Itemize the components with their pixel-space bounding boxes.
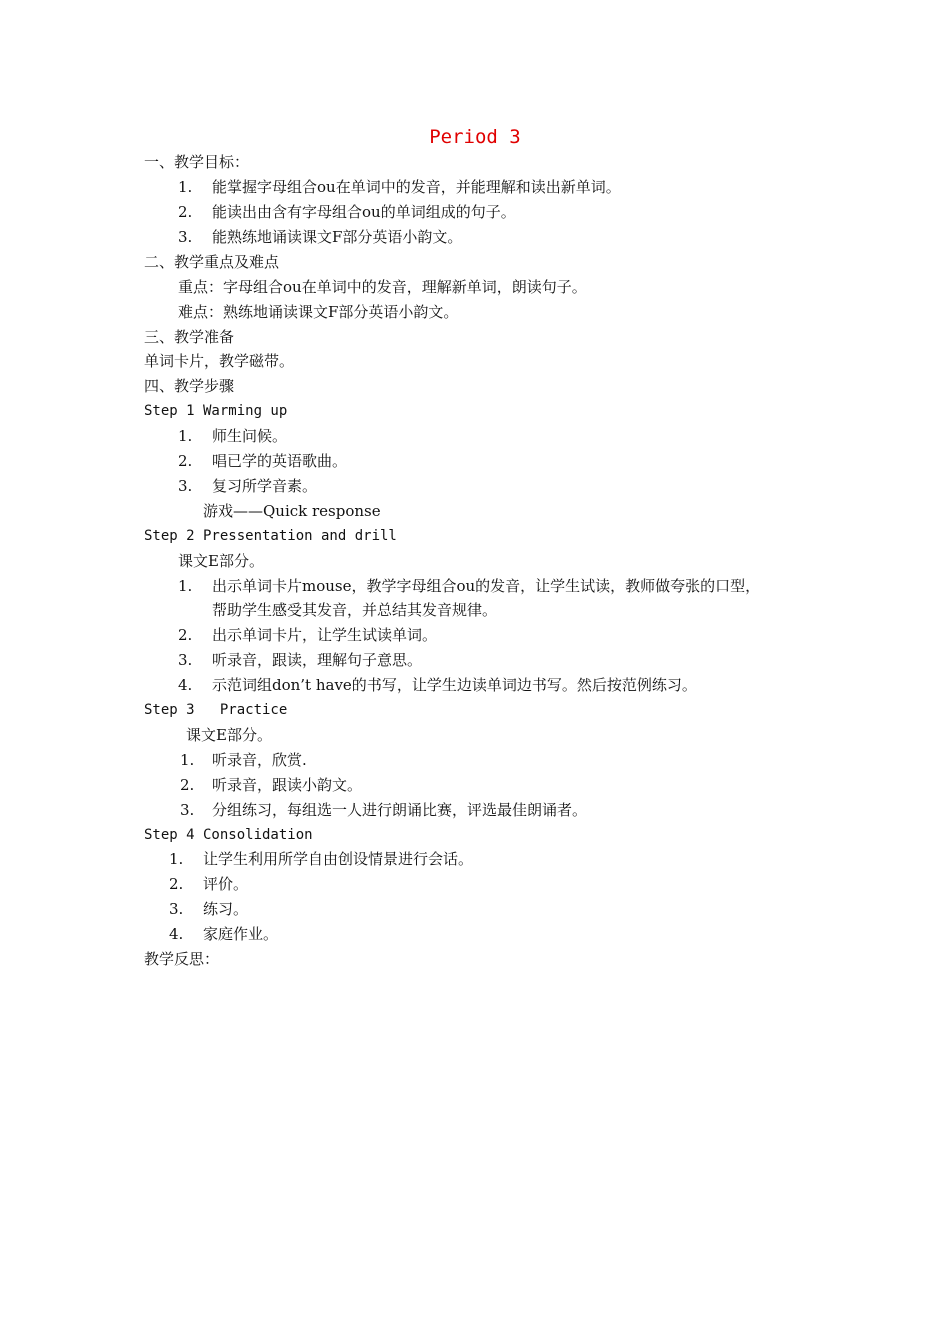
list-number: 3. (178, 477, 193, 495)
section-2-heading: 二、教学重点及难点 (144, 253, 280, 271)
focus-text: 重点：字母组合ou在单词中的发音，理解新单词，朗读句子。 (178, 278, 587, 296)
list-item: 评价。 (203, 875, 249, 893)
list-item: 听录音，欣赏. (212, 751, 307, 769)
list-item: 复习所学音素。 (212, 477, 318, 495)
list-item: 听录音，跟读小韵文。 (212, 776, 363, 794)
list-number: 3. (178, 228, 193, 246)
list-number: 1. (180, 751, 195, 769)
reflection-label: 教学反思： (144, 950, 220, 968)
preparation-text: 单词卡片，教学磁带。 (144, 352, 295, 370)
list-number: 2. (180, 776, 195, 794)
list-item: 让学生利用所学自由创设情景进行会话。 (203, 850, 474, 868)
list-number: 2. (178, 626, 193, 644)
list-number: 2. (169, 875, 184, 893)
list-item: 示范词组don’t have的书写，让学生边读单词边书写。然后按范例练习。 (212, 676, 697, 694)
list-number: 1. (178, 577, 193, 595)
list-item: 出示单词卡片mouse，教学字母组合ou的发音，让学生试读，教师做夸张的口型， (212, 577, 761, 595)
list-number: 2. (178, 452, 193, 470)
step-4-title: Step 4 Consolidation (144, 827, 313, 843)
step-1-title: Step 1 Warming up (144, 403, 288, 419)
difficulty-text: 难点：熟练地诵读课文F部分英语小韵文。 (178, 303, 459, 321)
list-item: 唱已学的英语歌曲。 (212, 452, 348, 470)
list-number: 4. (178, 676, 193, 694)
step-2-intro: 课文E部分。 (178, 552, 264, 570)
list-item: 出示单词卡片，让学生试读单词。 (212, 626, 438, 644)
list-item: 师生问候。 (212, 427, 288, 445)
step-3-title: Step 3 Practice (144, 702, 288, 718)
step-2-title: Step 2 Pressentation and drill (144, 528, 397, 544)
section-1-heading: 一、教学目标： (144, 153, 250, 171)
list-item: 练习。 (203, 900, 249, 918)
step-3-intro: 课文E部分。 (186, 726, 272, 744)
list-number: 3. (180, 801, 195, 819)
list-item: 家庭作业。 (203, 925, 279, 943)
list-item: 分组练习，每组选一人进行朗诵比赛，评选最佳朗诵者。 (212, 801, 588, 819)
list-number: 1. (169, 850, 184, 868)
section-3-heading: 三、教学准备 (144, 328, 235, 346)
list-item-continuation: 帮助学生感受其发音，并总结其发音规律。 (212, 601, 498, 619)
list-number: 4. (169, 925, 184, 943)
list-item: 能读出由含有字母组合ou的单词组成的句子。 (212, 203, 516, 221)
list-number: 3. (178, 651, 193, 669)
page-title: Period 3 (429, 126, 521, 148)
list-number: 2. (178, 203, 193, 221)
section-4-heading: 四、教学步骤 (144, 377, 235, 395)
list-item: 能掌握字母组合ou在单词中的发音，并能理解和读出新单词。 (212, 178, 621, 196)
list-number: 1. (178, 427, 193, 445)
list-number: 3. (169, 900, 184, 918)
game-text: 游戏——Quick response (203, 502, 381, 520)
list-item: 听录音，跟读，理解句子意思。 (212, 651, 423, 669)
list-number: 1. (178, 178, 193, 196)
list-item: 能熟练地诵读课文F部分英语小韵文。 (212, 228, 463, 246)
